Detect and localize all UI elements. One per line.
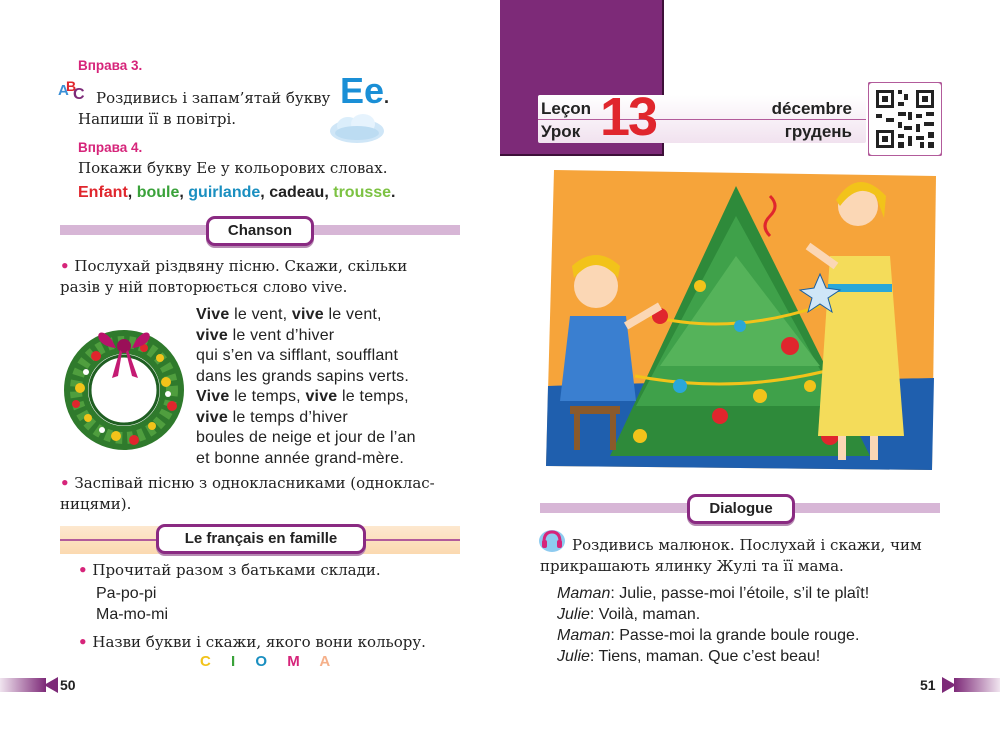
syllables-2: Ma-mo-mi — [96, 606, 168, 623]
dialogue-intro-line2: прикрашають ялинку Жулі та її мама. — [540, 557, 844, 575]
dialogue-line: Julie: Tiens, maman. Que c’est beau! — [557, 648, 821, 665]
chanson-title: Chanson — [206, 216, 314, 246]
famille-title: Le français en famille — [156, 524, 366, 554]
colored-letters — [200, 653, 330, 670]
letter-c: C — [200, 653, 211, 670]
comma: , — [324, 184, 329, 201]
letter-a: A — [319, 653, 331, 670]
bullet: • — [78, 633, 88, 651]
comma: , — [179, 184, 184, 201]
dialogue-line: Maman: Julie, passe-moi l’étoile, s’il te plaît! — [557, 585, 870, 602]
exercise-3-text — [96, 88, 330, 109]
dialogue-intro — [540, 535, 942, 577]
page-number-right: 51 — [920, 677, 936, 693]
letter-ee — [340, 70, 389, 112]
letter-i: I — [231, 653, 236, 670]
christmas-wreath-image — [56, 318, 192, 452]
qr-code-icon — [868, 82, 942, 156]
bullet: • — [60, 474, 70, 492]
chanson-intro-line1: Послухай різдвяну пісню. Скажи, скільки — [74, 257, 408, 275]
bullet: • — [60, 257, 70, 275]
speaker: Maman — [557, 585, 611, 602]
letter-ee-text: Ee — [340, 70, 385, 111]
famille-name — [78, 632, 426, 653]
word-trousse: trousse — [333, 184, 392, 201]
chanson-sing-line2: ницями). — [60, 495, 132, 513]
song-lyrics — [196, 305, 416, 469]
abc-icon: A B C — [58, 78, 85, 103]
period: . — [391, 184, 396, 201]
christmas-tree-illustration — [540, 166, 940, 476]
urok-label: Урок — [541, 122, 581, 141]
word-enfant: Enfant — [78, 184, 128, 201]
month-fr: décembre — [771, 99, 852, 118]
speaker: Julie — [557, 606, 590, 623]
letter-ee-dot: . — [384, 87, 390, 107]
famille-read — [78, 560, 381, 581]
right-page-bar — [954, 678, 1000, 692]
speaker: Maman — [557, 627, 611, 644]
exercise-3-line2: Напиши її в повітрі. — [78, 110, 237, 128]
dialogue-line: Maman: Passe-moi la grande boule rouge. — [557, 627, 860, 644]
chanson-sing-line1: Заспівай пісню з однокласниками (одноклас- — [74, 474, 435, 492]
colored-words — [78, 184, 395, 202]
lyric-line: vive le temps d’hiver — [196, 408, 348, 426]
letter-o: O — [255, 653, 268, 670]
left-arrow-icon — [44, 677, 58, 693]
comma: , — [127, 184, 133, 201]
left-page-bar — [0, 678, 46, 692]
lesson-header-line — [538, 119, 866, 120]
dialogue-intro-line1: Роздивись малюнок. Послухай і скажи, чим — [572, 536, 922, 554]
exercise-3-label: Вправа 3. — [78, 58, 143, 73]
lyric-line: vive le vent d’hiver — [196, 326, 335, 344]
exercise-3-line1: Роздивись і запам’ятай букву — [96, 89, 331, 107]
chanson-sing — [60, 473, 462, 515]
lyric-line: qui s’en va sifflant, soufflant — [196, 347, 399, 364]
lesson-number: 13 — [600, 87, 657, 147]
word-cadeau: cadeau — [269, 184, 325, 201]
dialogue-lines — [557, 583, 869, 667]
dialogue-title: Dialogue — [687, 494, 795, 524]
syllables-1: Pa-po-pi — [96, 585, 157, 602]
lyric-line: boules de neige et jour de l’an — [196, 429, 416, 446]
lyric-line: Vive le temps, vive le temps, — [196, 388, 409, 405]
lyric-line: dans les grands sapins verts. — [196, 367, 410, 385]
lecon-label: Leçon — [541, 99, 592, 118]
famille-read-text: Прочитай разом з батьками склади. — [92, 561, 381, 579]
speaker: Julie — [557, 648, 590, 665]
month-ua: грудень — [784, 122, 852, 141]
lyric-line: Vive le vent, vive le vent, — [196, 306, 382, 323]
word-boule: boule — [136, 184, 180, 201]
chanson-intro-line2: разів у ній повторюється слово vive. — [60, 278, 348, 296]
lyric-line: et bonne année grand-mère. — [196, 449, 405, 467]
word-guirlande: guirlande — [188, 184, 261, 201]
chanson-intro — [60, 256, 462, 298]
letter-m: M — [287, 653, 300, 670]
bullet: • — [78, 561, 88, 579]
dialogue-line: Julie: Voilà, maman. — [557, 606, 701, 623]
famille-name-text: Назви букви і скажи, якого вони кольору. — [92, 633, 426, 651]
cloud-icon — [328, 111, 386, 145]
page-number-left: 50 — [60, 677, 76, 693]
comma: , — [260, 184, 265, 201]
exercise-4-label: Вправа 4. — [78, 140, 143, 155]
exercise-4-line1: Покажи букву Ee у кольорових словах. — [78, 159, 388, 177]
